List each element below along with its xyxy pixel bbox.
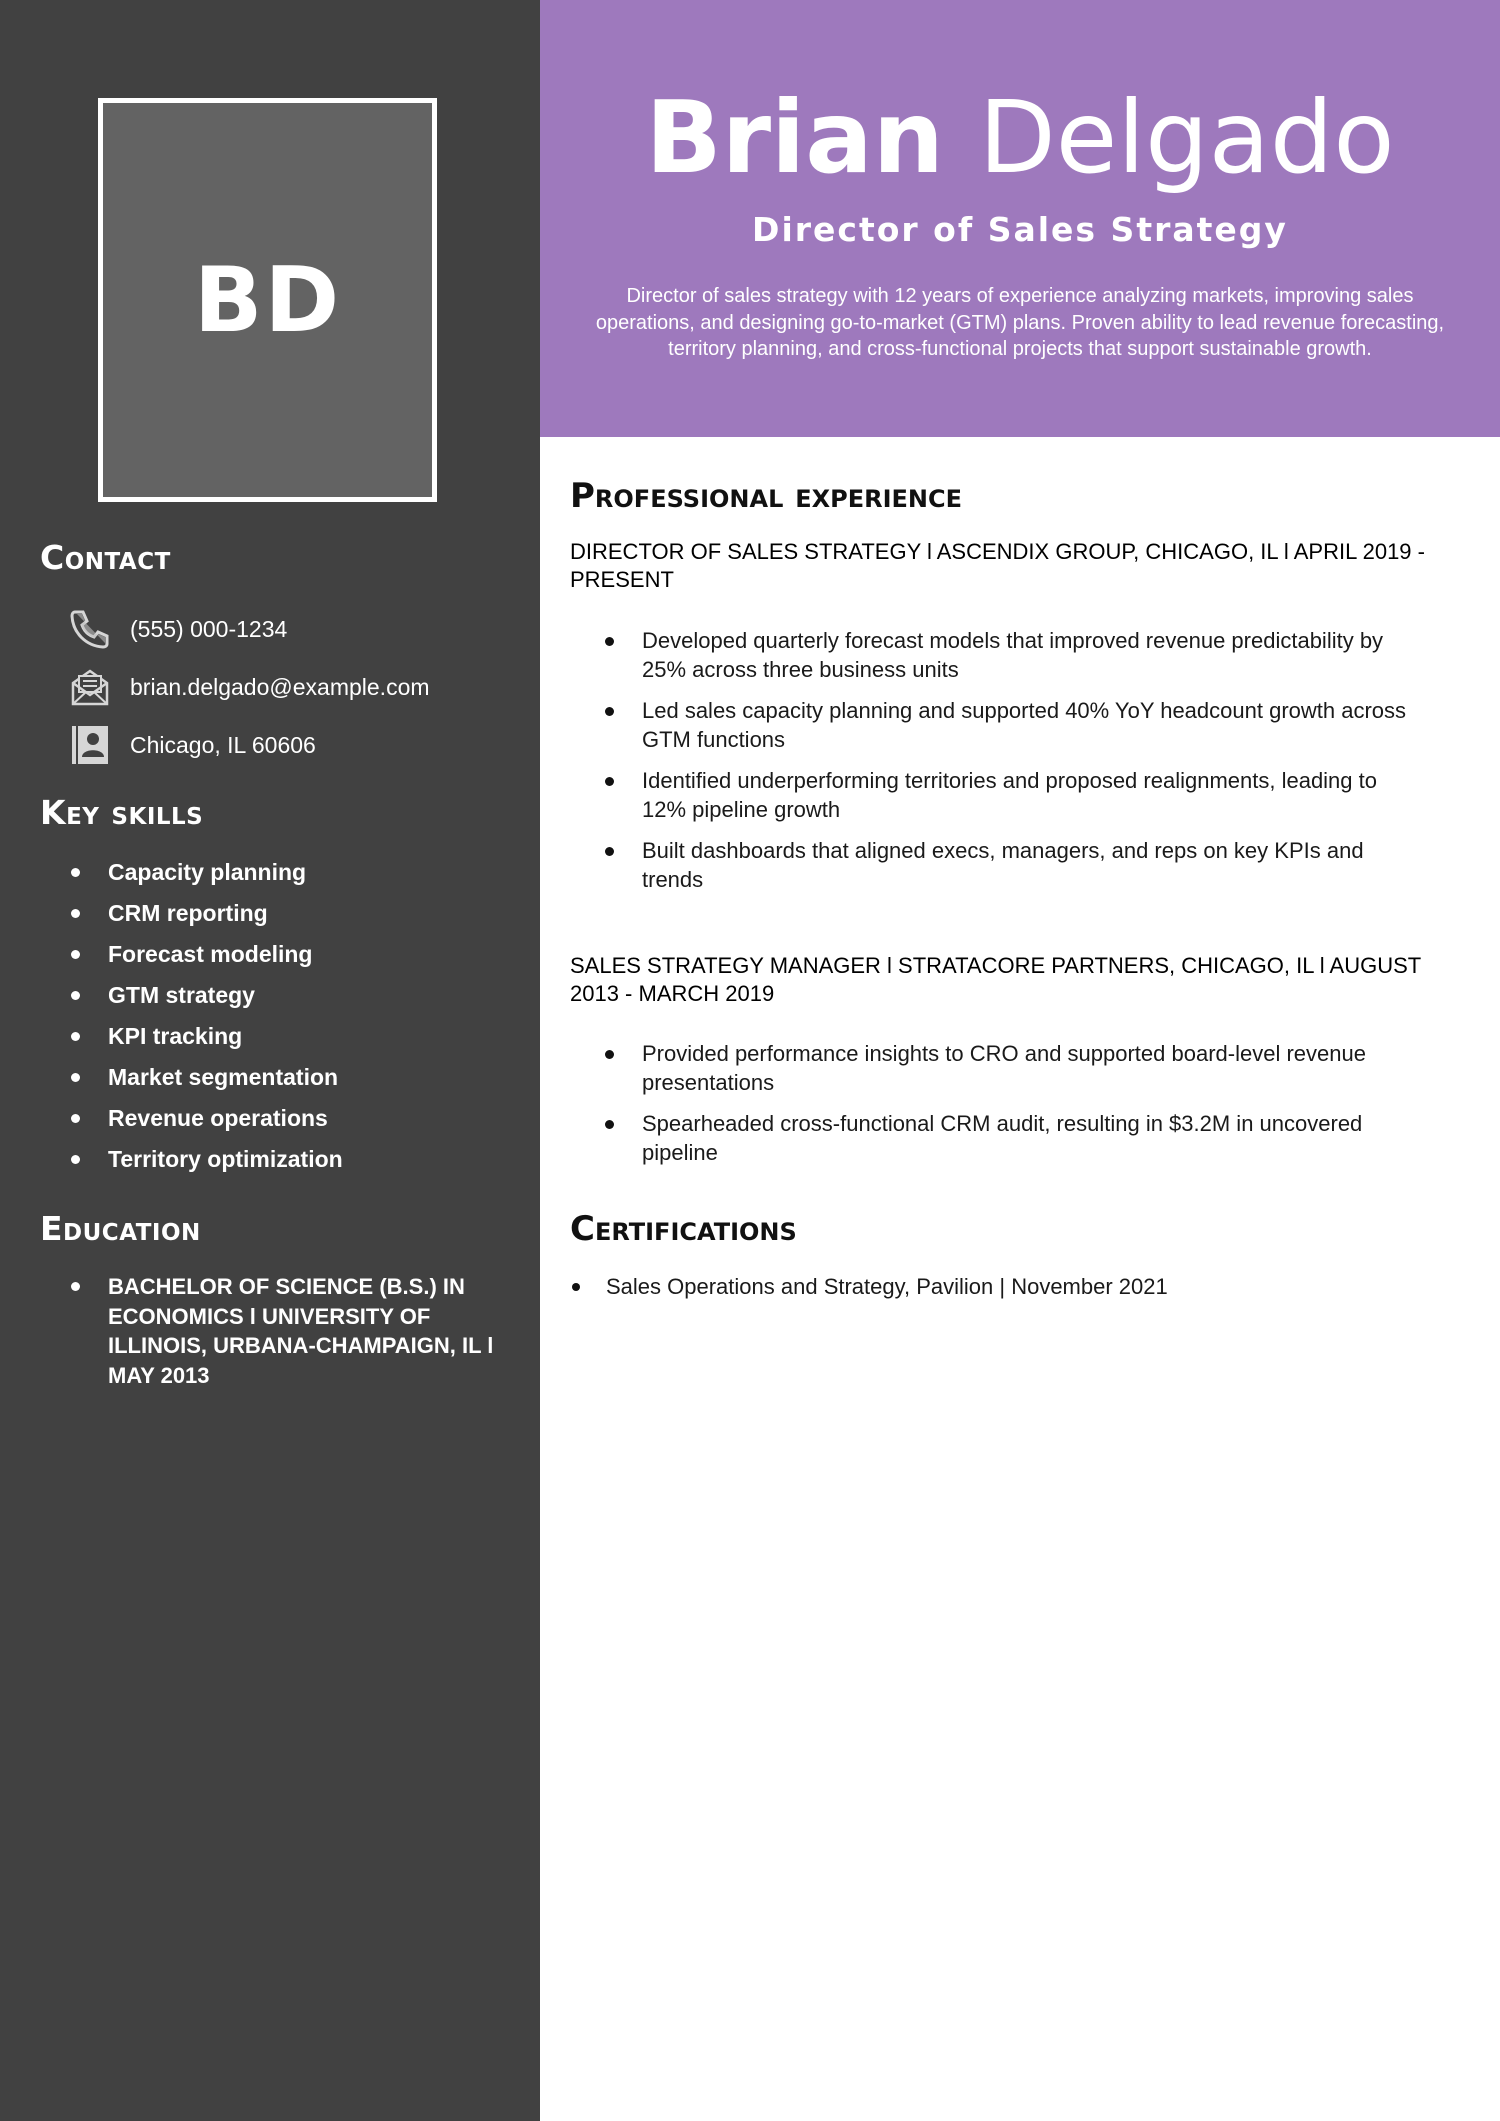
skill-item: Market segmentation: [68, 1061, 508, 1102]
skills-list: [68, 856, 508, 1184]
skills-heading: Key skills: [40, 793, 204, 832]
contact-list: [68, 600, 528, 774]
last-name: Delgado: [978, 79, 1395, 196]
certifications-list: [570, 1272, 1430, 1301]
experience-heading: Professional experience: [570, 476, 962, 516]
contact-heading: Contact: [40, 538, 171, 577]
job-bullets: [600, 1039, 1420, 1179]
education-list: [68, 1272, 513, 1390]
education-heading: Education: [40, 1209, 201, 1248]
education-item: BACHELOR OF SCIENCE (B.S.) IN ECONOMICS l UNIVERSITY OF ILLINOIS, URBANA-CHAMPAIGN, IL l MAY 2013: [68, 1272, 513, 1390]
job-bullets: [600, 626, 1420, 906]
envelope-icon: [68, 665, 112, 709]
job-bullet: Identified underperforming territories and proposed realignments, leading to 12% pipeline growth: [600, 766, 1420, 824]
skill-item: GTM strategy: [68, 979, 508, 1020]
contact-email: [68, 658, 528, 716]
skill-item: Revenue operations: [68, 1102, 508, 1143]
contact-phone: [68, 600, 528, 658]
skill-item: CRM reporting: [68, 897, 508, 938]
certifications-heading: Certifications: [570, 1209, 797, 1249]
phone-text: (555) 000-1234: [130, 615, 288, 642]
summary: Director of sales strategy with 12 years of experience analyzing markets, improving sales operations, and designing go-to-market (GTM) plans. Proven ability to lead revenue forecasting, territory planning, and cross-functional projects that support sustainable growth.: [595, 285, 1445, 360]
job-bullet: Built dashboards that aligned execs, managers, and reps on key KPIs and trends: [600, 836, 1420, 894]
first-name: Brian: [645, 79, 944, 196]
skill-item: Forecast modeling: [68, 938, 508, 979]
job-header: SALES STRATEGY MANAGER l STRATACORE PARTNERS, CHICAGO, IL l AUGUST 2013 - MARCH 2019: [570, 953, 1421, 1006]
skill-item: KPI tracking: [68, 1020, 508, 1061]
address-card-icon: [68, 723, 112, 767]
email-text: brian.delgado@example.com: [130, 673, 430, 700]
job-bullet: Led sales capacity planning and supported 40% YoY headcount growth across GTM functions: [600, 696, 1420, 754]
job-bullet: Developed quarterly forecast models that improved revenue predictability by 25% across three business units: [600, 626, 1420, 684]
job-title: Director of Sales Strategy: [752, 210, 1288, 249]
full-name: [540, 78, 1500, 198]
monogram: BD: [193, 247, 342, 353]
skill-item: Territory optimization: [68, 1143, 508, 1184]
skill-item: Capacity planning: [68, 856, 508, 897]
sidebar: [0, 0, 540, 2121]
contact-location: [68, 716, 528, 774]
header-band: [540, 0, 1500, 437]
job-bullet: Spearheaded cross-functional CRM audit, resulting in $3.2M in uncovered pipeline: [600, 1109, 1420, 1167]
phone-icon: [68, 607, 112, 651]
monogram-box: [98, 98, 437, 502]
job-header: DIRECTOR OF SALES STRATEGY l ASCENDIX GROUP, CHICAGO, IL l APRIL 2019 - PRESENT: [570, 539, 1425, 592]
job-bullet: Provided performance insights to CRO and supported board-level revenue presentations: [600, 1039, 1420, 1097]
certification-item: Sales Operations and Strategy, Pavilion | November 2021: [570, 1272, 1430, 1301]
location-text: Chicago, IL 60606: [130, 731, 316, 758]
